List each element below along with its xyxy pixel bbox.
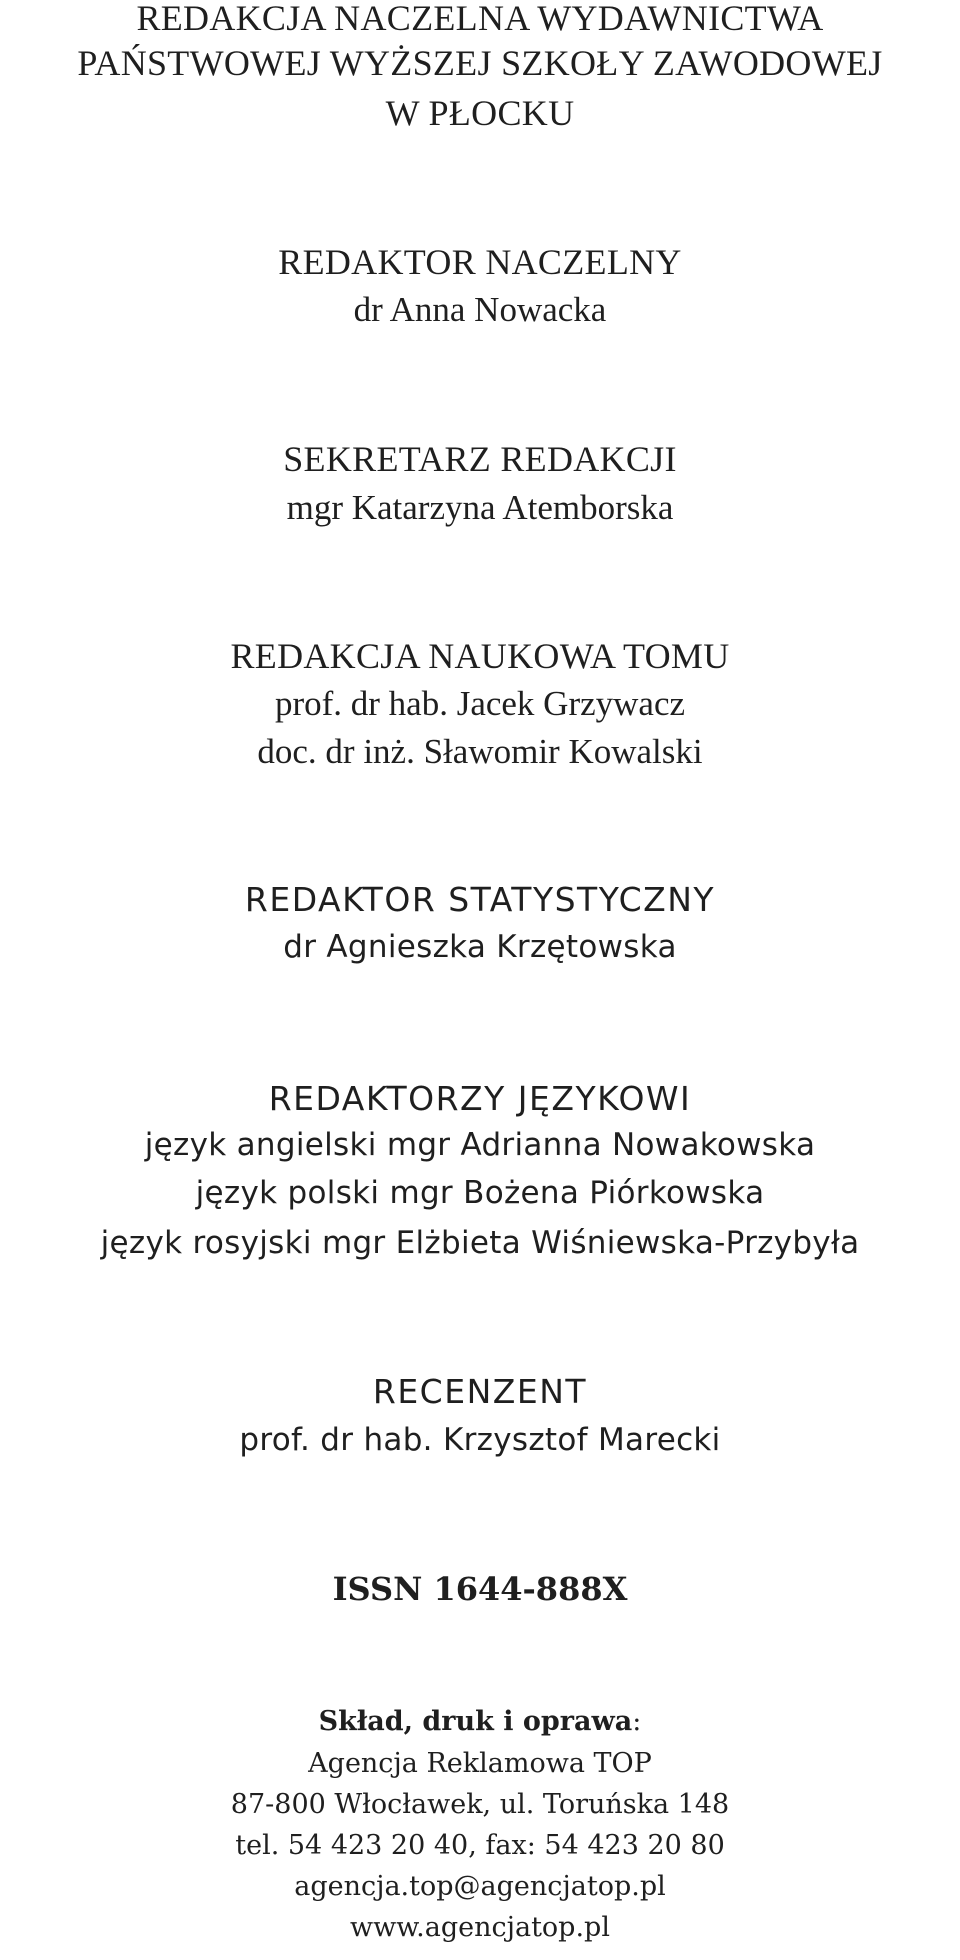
statistical-editor-name: dr Agnieszka Krzętowska <box>283 929 677 965</box>
statistical-editor-heading: REDAKTOR STATYSTYCZNY <box>244 880 716 919</box>
scientific-editors-heading: REDAKCJA NAUKOWA TOMU <box>230 636 730 676</box>
scientific-editor-name-2: doc. dr inż. Sławomir Kowalski <box>257 732 703 771</box>
secretary-heading: SEKRETARZ REDAKCJI <box>283 439 677 479</box>
reviewer-name: prof. dr hab. Krzysztof Marecki <box>239 1422 721 1458</box>
editor-in-chief-heading: REDAKTOR NACZELNY <box>278 242 682 282</box>
printing-label-colon: : <box>632 1706 642 1737</box>
header-line-3: W PŁOCKU <box>385 93 575 133</box>
editor-in-chief-name: dr Anna Nowacka <box>353 290 607 329</box>
printing-company: Agencja Reklamowa TOP <box>308 1748 652 1779</box>
reviewer-heading: RECENZENT <box>372 1372 588 1411</box>
language-editor-polish: język polski mgr Bożena Piórkowska <box>195 1175 765 1211</box>
language-editors-heading: REDAKTORZY JĘZYKOWI <box>268 1079 692 1118</box>
printing-phone-fax: tel. 54 423 20 40, fax: 54 423 20 80 <box>235 1830 725 1861</box>
header-line-1: REDAKCJA NACZELNA WYDAWNICTWA <box>136 0 824 38</box>
printing-website: www.agencjatop.pl <box>350 1912 610 1943</box>
printing-email: agencja.top@agencjatop.pl <box>294 1871 666 1902</box>
printing-label: Skład, druk i oprawa <box>318 1706 633 1737</box>
secretary-name: mgr Katarzyna Atemborska <box>286 488 674 527</box>
printing-label-line <box>0 1708 960 1735</box>
language-editor-russian: język rosyjski mgr Elżbieta Wiśniewska-Przybyła <box>100 1225 860 1261</box>
header-line-2: PAŃSTWOWEJ WYŻSZEJ SZKOŁY ZAWODOWEJ <box>77 43 883 83</box>
printing-address: 87-800 Włocławek, ul. Toruńska 148 <box>230 1789 730 1820</box>
language-editor-english: język angielski mgr Adrianna Nowakowska <box>144 1127 816 1163</box>
scientific-editor-name-1: prof. dr hab. Jacek Grzywacz <box>274 684 686 723</box>
issn-number: ISSN 1644-888X <box>332 1570 628 1608</box>
